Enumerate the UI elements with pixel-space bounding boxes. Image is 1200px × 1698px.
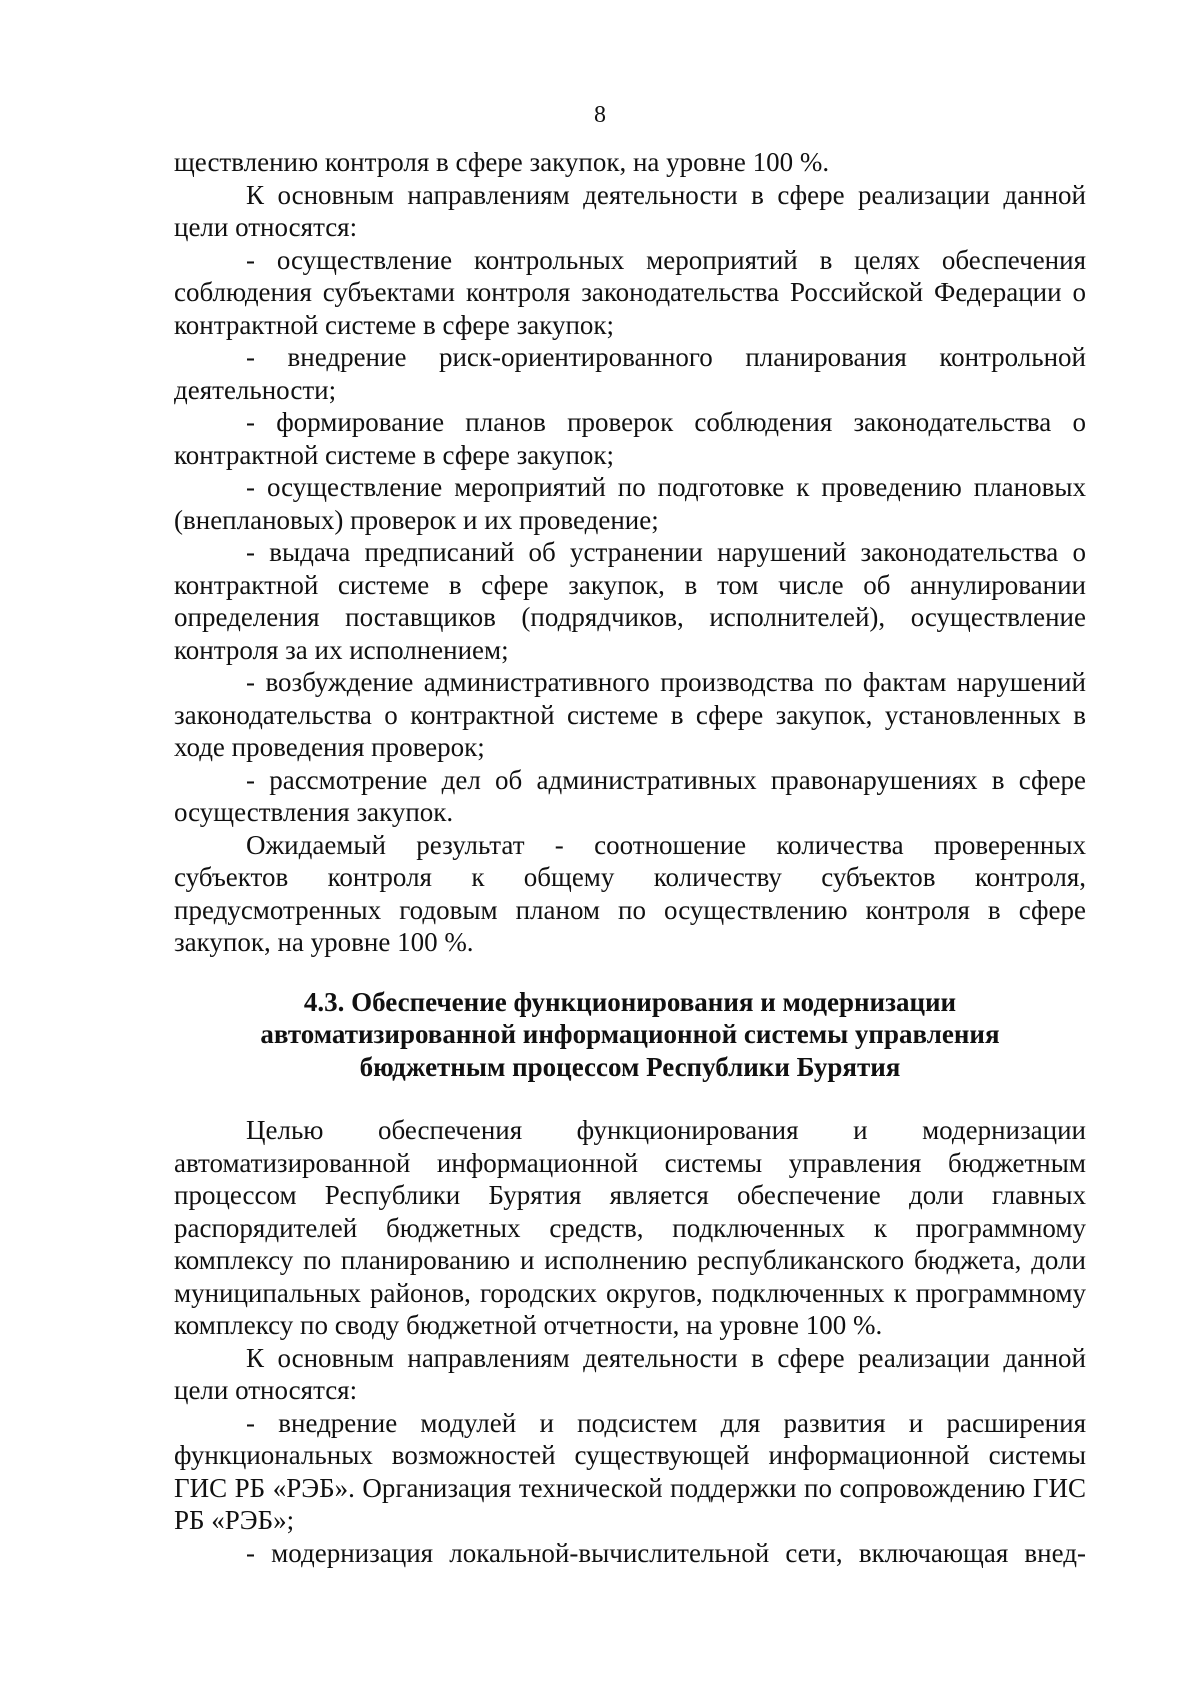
- paragraph: К основным направлениям деятельности в сфере реализации данной цели относятся:: [174, 1342, 1086, 1405]
- section-heading-line: 4.3. Обеспечение функционирования и модернизации: [303, 986, 957, 1017]
- section-text-after: [174, 1114, 1086, 1569]
- paragraph: К основным направлениям деятельности в сфере реализации данной цели относятся:: [174, 179, 1086, 242]
- section-heading-line: автоматизированной информационной системы управления: [260, 1019, 1000, 1049]
- paragraph: - возбуждение административного производства по фактам нарушений законодательства о контрактной системе в сфере закупок, установленных в ходе проведения проверок;: [174, 667, 1086, 762]
- paragraph: - внедрение модулей и подсистем для развития и расширения функциональных возможностей существующей информационной системы ГИС РБ «РЭБ». Организация технической поддержки по сопровождению ГИС РБ «РЭБ»;: [174, 1407, 1086, 1535]
- paragraph: - формирование планов проверок соблюдения законодательства о контрактной системе в сфере закупок;: [174, 407, 1086, 470]
- document-body: [174, 146, 1086, 1569]
- section-heading-line: бюджетным процессом Республики Бурятия: [359, 1051, 901, 1082]
- page-number: 8: [594, 102, 606, 128]
- paragraph: - выдача предписаний об устранении нарушений законодательства о контрактной системе в сфере закупок, в том числе об аннулировании определения поставщиков (подрядчиков, исполнителей), осуществление контроля за их исполнением;: [174, 537, 1086, 665]
- paragraph: Целью обеспечения функционирования и модернизации автоматизированной информационной системы управления бюджетным процессом Республики Бурятия является обеспечение доли главных распорядителей бюджетных средств, подключенных к программному комплексу по планированию и исполнению республиканского бюджета, доли муниципальных районов, городских округов, подключенных к программному комплексу по своду бюджетной отчетности, на уровне 100 %.: [174, 1115, 1086, 1340]
- paragraph: Ожидаемый результат - соотношение количества проверенных субъектов контроля к общему количеству субъектов контроля, предусмотренных годовым планом по осуществлению контроля в сфере закупок, на уровне 100 %.: [174, 829, 1086, 957]
- paragraph: - модернизация локальной-вычислительной сети, включающая внед-: [246, 1537, 1086, 1568]
- paragraph: ществлению контроля в сфере закупок, на уровне 100 %.: [174, 147, 830, 177]
- section-text-before: [174, 146, 1086, 959]
- paragraph: - осуществление мероприятий по подготовке к проведению плановых (внеплановых) проверок и их проведение;: [174, 472, 1086, 535]
- paragraph: - внедрение риск-ориентированного планирования контрольной деятельности;: [174, 342, 1086, 405]
- section-heading: [174, 986, 1086, 1084]
- paragraph: - осуществление контрольных мероприятий в целях обеспечения соблюдения субъектами контроля законодательства Российской Федерации о контрактной системе в сфере закупок;: [174, 244, 1086, 340]
- paragraph: - рассмотрение дел об административных правонарушениях в сфере осуществления закупок.: [174, 764, 1086, 827]
